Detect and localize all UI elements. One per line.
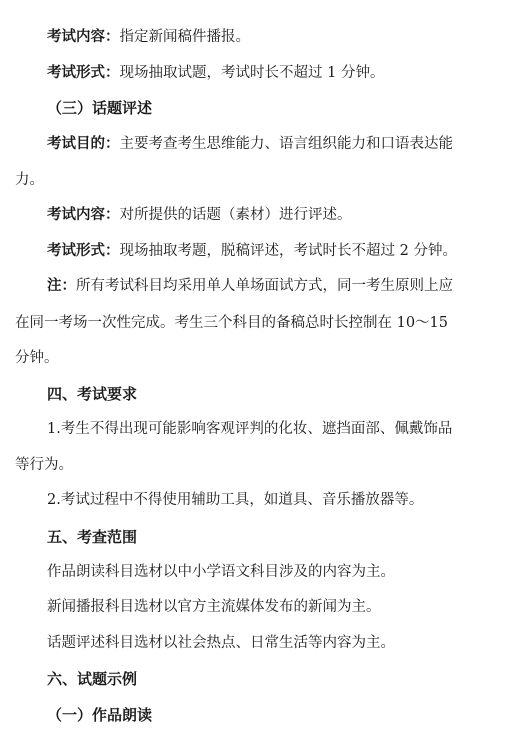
exam-format-label-2: 考试形式： — [47, 242, 120, 259]
exam-purpose-line — [47, 134, 453, 154]
exam-content-text: 指定新闻稿件播报。 — [119, 29, 250, 45]
exam-content-label: 考试内容： — [47, 28, 120, 45]
exam-content-line — [47, 27, 250, 47]
note-label: 注： — [47, 277, 76, 294]
scope-reading-line: 作品朗读科目选材以中小学语文科目涉及的内容为主。 — [47, 564, 395, 580]
exam-format-line-2 — [47, 241, 457, 261]
note-text: 所有考试科目均采用单人单场面试方式，同一考生原则上应 — [76, 278, 453, 294]
exam-format-text-2: 现场抽取考题，脱稿评述，考试时长不超过 2 分钟。 — [119, 243, 457, 259]
section-heading-sample-questions: 六、试题示例 — [47, 670, 138, 688]
note-continuation-1: 在同一考场一次性完成。考生三个科目的备稿总时长控制在 10～15 — [15, 315, 449, 331]
requirement-1-line: 1.考生不得出现可能影响客观评判的化妆、遮挡面部、佩戴饰品 — [47, 421, 453, 437]
section-heading-exam-scope: 五、考查范围 — [47, 528, 138, 546]
exam-format-text: 现场抽取试题，考试时长不超过 1 分钟。 — [119, 65, 385, 81]
requirement-1-continuation: 等行为。 — [15, 457, 73, 473]
exam-purpose-label: 考试目的： — [47, 135, 120, 152]
scope-news-line: 新闻播报科目选材以官方主流媒体发布的新闻为主。 — [47, 599, 381, 615]
exam-format-label: 考试形式： — [47, 64, 120, 81]
exam-content-label-2: 考试内容： — [47, 206, 120, 223]
note-continuation-2: 分钟。 — [15, 350, 59, 366]
section-heading-exam-requirements: 四、考试要求 — [47, 385, 138, 403]
section-heading-topic-commentary: （三）话题评述 — [47, 99, 153, 117]
scope-commentary-line: 话题评述科目选材以社会热点、日常生活等内容为主。 — [47, 635, 395, 651]
requirement-2-line: 2.考试过程中不得使用辅助工具，如道具、音乐播放器等。 — [47, 492, 424, 508]
exam-format-line — [47, 63, 384, 83]
note-line — [47, 276, 453, 296]
exam-content-line-2 — [47, 205, 352, 225]
subsection-heading-reading: （一）作品朗读 — [47, 706, 153, 724]
exam-content-text-2: 对所提供的话题（素材）进行评述。 — [119, 207, 352, 223]
exam-purpose-continuation: 力。 — [15, 172, 44, 188]
exam-purpose-text: 主要考查考生思维能力、语言组织能力和口语表达能 — [119, 136, 453, 152]
